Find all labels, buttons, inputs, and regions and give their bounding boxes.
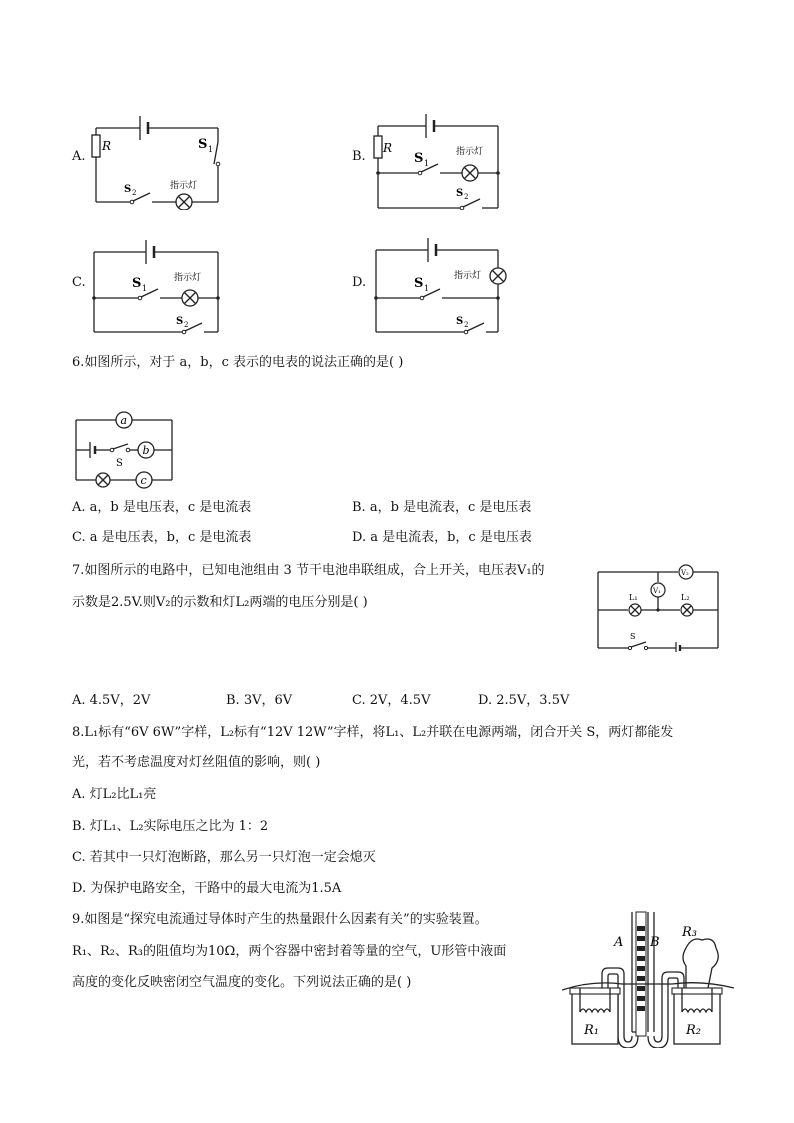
- q8-option-c[interactable]: C. 若其中一只灯泡断路，那么另一只灯泡一定会熄灭: [72, 850, 376, 865]
- q6-circuit-diagram: [70, 408, 180, 492]
- circuit-diagram-c: [88, 230, 228, 340]
- svg-text:2: 2: [464, 321, 469, 329]
- svg-text:指示灯: 指示灯: [454, 271, 482, 281]
- q7-stem-line2: 示数是2.5V.则V₂的示数和灯L₂两端的电压分别是( ): [72, 595, 368, 610]
- q6-option-b[interactable]: B. a，b 是电流表，c 是电压表: [352, 500, 532, 515]
- label-lamp: 指示灯: [170, 181, 198, 191]
- svg-text:L₁: L₁: [629, 593, 638, 602]
- svg-text:S: S: [456, 188, 464, 199]
- svg-text:R₃: R₃: [682, 925, 697, 940]
- q8-option-a[interactable]: A. 灯L₂比L₁亮: [72, 787, 157, 802]
- svg-text:S: S: [630, 632, 636, 641]
- svg-text:V₂: V₂: [681, 569, 689, 577]
- ruler-ticks: [637, 926, 645, 1011]
- q7-option-b[interactable]: B. 3V，6V: [226, 693, 293, 708]
- q8-option-b[interactable]: B. 灯L₁、L₂实际电压之比为 1：2: [72, 819, 269, 834]
- svg-text:指示灯: 指示灯: [174, 273, 202, 283]
- option-a-label: A.: [72, 149, 86, 164]
- svg-text:R₂: R₂: [686, 1023, 701, 1038]
- q8-stem-line1: 8.L₁标有“6V 6W”字样，L₂标有“12V 12W”字样，将L₁、L₂并联在电源两端，闭合开关 S，两灯都能发: [72, 725, 674, 740]
- q8-stem-line2: 光，若不考虑温度对灯丝阻值的影响，则( ): [72, 755, 321, 770]
- q9-stem-line3: 高度的变化反映密闭空气温度的变化。下列说法正确的是( ): [72, 975, 412, 990]
- q9-stem-line2: R₁、R₂、R₃的阻值均为10Ω，两个容器中密封着等量的空气，U形管中液面: [72, 944, 507, 959]
- svg-text:指示灯: 指示灯: [456, 147, 484, 157]
- label-s2: S: [124, 184, 132, 195]
- q7-stem-line1: 7.如图所示的电路中，已知电池组由 3 节干电池串联组成，合上开关，电压表V₁的: [72, 563, 545, 578]
- q6-option-a[interactable]: A. a，b 是电压表，c 是电流表: [72, 500, 252, 515]
- q6-option-d[interactable]: D. a 是电流表，b，c 是电压表: [352, 530, 532, 545]
- svg-text:2: 2: [132, 189, 137, 197]
- resistor-r: [92, 135, 100, 157]
- q7-option-d[interactable]: D. 2.5V，3.5V: [478, 693, 570, 708]
- svg-text:c: c: [140, 474, 147, 487]
- q7-circuit-diagram: [592, 560, 724, 652]
- q9-stem-line1: 9.如图是“探究电流通过导体时产生的热量跟什么因素有关”的实验装置。: [72, 912, 488, 927]
- svg-text:S: S: [176, 316, 184, 327]
- q9-apparatus-diagram: [562, 908, 734, 1048]
- svg-text:L₂: L₂: [681, 593, 690, 602]
- svg-text:A: A: [614, 935, 624, 950]
- svg-text:a: a: [120, 414, 128, 427]
- q6-option-c[interactable]: C. a 是电压表，b，c 是电流表: [72, 530, 252, 545]
- svg-text:b: b: [142, 444, 150, 457]
- label-r: R: [102, 139, 112, 153]
- svg-text:R₁: R₁: [584, 1023, 599, 1038]
- svg-text:V₁: V₁: [653, 587, 661, 595]
- svg-text:2: 2: [184, 321, 189, 329]
- circuit-diagram-a: [88, 100, 228, 210]
- svg-text:1: 1: [208, 145, 214, 154]
- svg-text:R: R: [383, 141, 393, 155]
- svg-text:S: S: [132, 276, 142, 291]
- resistor-r3-coil: [683, 939, 718, 988]
- q8-option-d[interactable]: D. 为保护电路安全，干路中的最大电流为1.5A: [72, 881, 342, 896]
- svg-text:S: S: [414, 276, 424, 291]
- svg-text:1: 1: [424, 284, 430, 293]
- circuit-diagram-b: [370, 100, 510, 210]
- q6-stem: 6.如图所示，对于 a，b，c 表示的电表的说法正确的是( ): [72, 355, 404, 370]
- svg-text:S: S: [116, 458, 123, 469]
- option-d-label: D.: [352, 275, 367, 290]
- svg-text:2: 2: [464, 193, 469, 201]
- option-c-label: C.: [72, 275, 86, 290]
- circuit-diagram-d: [370, 230, 520, 340]
- q7-option-a[interactable]: A. 4.5V，2V: [72, 693, 151, 708]
- label-s1: S: [198, 137, 208, 152]
- option-b-label: B.: [352, 149, 366, 164]
- q7-option-c[interactable]: C. 2V，4.5V: [352, 693, 431, 708]
- svg-text:B: B: [650, 935, 660, 950]
- svg-text:1: 1: [424, 159, 430, 168]
- svg-text:1: 1: [142, 284, 148, 293]
- svg-text:S: S: [414, 151, 424, 166]
- svg-text:S: S: [456, 316, 464, 327]
